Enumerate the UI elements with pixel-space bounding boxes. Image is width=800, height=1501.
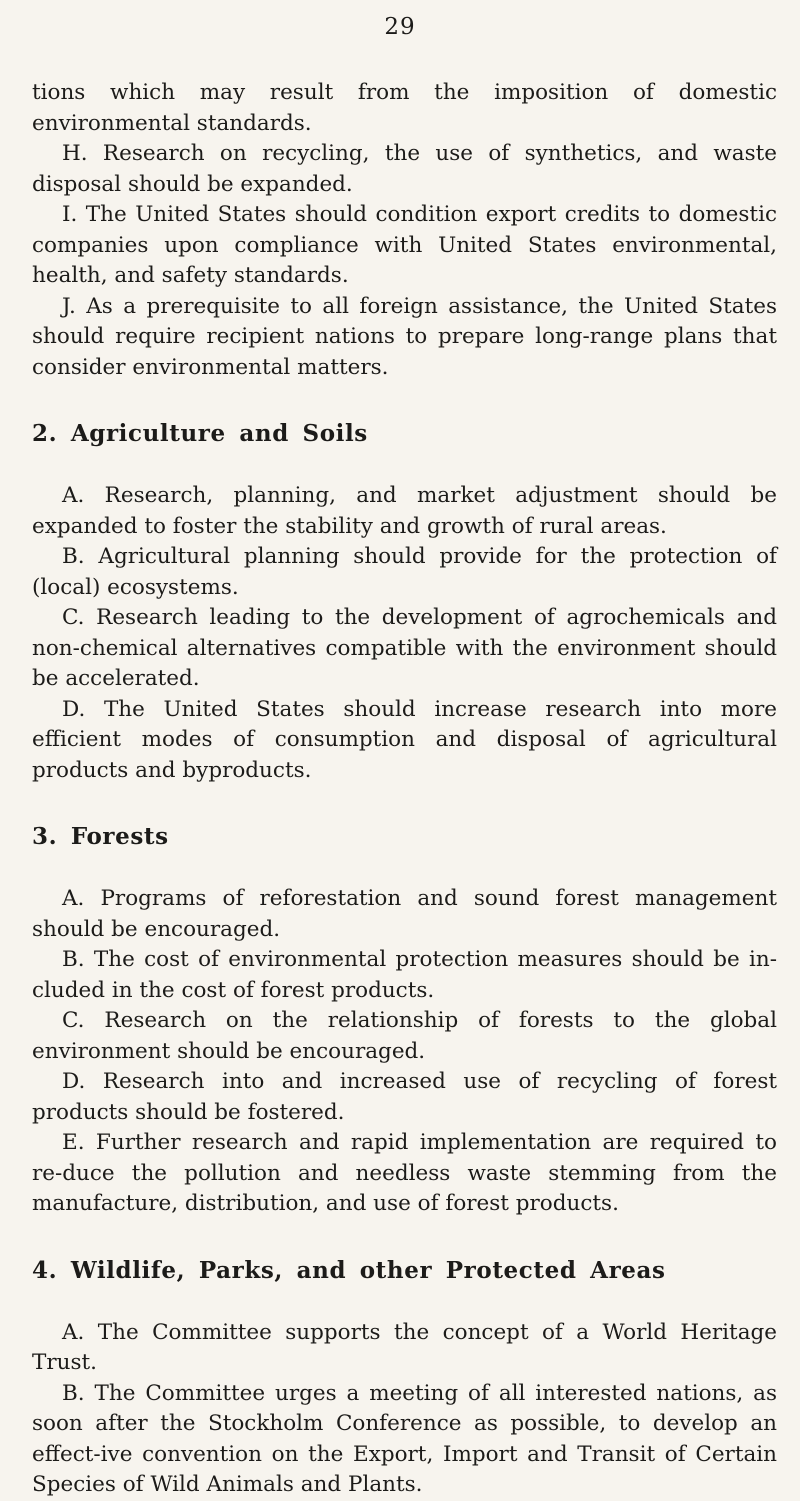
page-number: 29 (384, 14, 416, 40)
paragraph-item-i: I. The United States should condition export credits to domestic companies upon compliance with United States environmental, health, and safety standards. (32, 202, 777, 288)
section-forests (32, 822, 777, 1220)
paragraph-item-c: C. Research on the relationship of forests to the global environment should be encouraged. (32, 1008, 777, 1064)
page-body (32, 78, 777, 1501)
paragraph-item-b: B. Agricultural planning should provide for the protection of (local) ecosystems. (32, 544, 777, 600)
paragraph-item-b: B. The Committee urges a meeting of all interested nations, as soon after the Stockholm Conference as possible, to develop an effect-ive convention on the Export, Import and Transit of Certain Species of Wild Animals and Plants. (32, 1380, 777, 1497)
section-environment-continued (32, 78, 777, 383)
paragraph-item-d: D. Research into and increased use of recycling of forest products should be fostered. (32, 1069, 777, 1125)
section-heading: 4. Wildlife, Parks, and other Protected Areas (32, 1256, 666, 1284)
paragraph-continuation: tions which may result from the imposition of domestic environmental standards. (32, 80, 777, 136)
paragraph-item-d: D. The United States should increase research into more efficient modes of consumption and disposal of agricultural products and byproducts. (32, 696, 777, 783)
section-heading: 3. Forests (32, 823, 169, 850)
paragraph-item-h: H. Research on recycling, the use of synthetics, and waste disposal should be expanded. (32, 141, 777, 197)
paragraph-item-j: J. As a prerequisite to all foreign assistance, the United States should require recipient nations to prepare long-range plans that consider environmental matters. (32, 293, 777, 380)
paragraph-item-c: C. Research leading to the development of agrochemicals and non-chemical alternatives compatible with the environment should be accelerated. (32, 605, 777, 691)
paragraph-item-a: A. Research, planning, and market adjustment should be expanded to foster the stability and growth of rural areas. (32, 483, 777, 539)
section-wildlife-parks-protected-areas (32, 1256, 777, 1501)
paragraph-item-e: E. Further research and rapid implementation are required to re-duce the pollution and needless waste stemming from the manufacture, distribution, and use of forest products. (32, 1130, 777, 1216)
section-agriculture-and-soils (32, 419, 777, 786)
paragraph-item-a: A. The Committee supports the concept of a World Heritage Trust. (32, 1319, 777, 1375)
section-heading: 2. Agriculture and Soils (32, 420, 368, 447)
paragraph-item-b: B. The cost of environmental protection measures should be in-cluded in the cost of forest products. (32, 947, 777, 1003)
paragraph-item-a: A. Programs of reforestation and sound forest management should be encouraged. (32, 886, 777, 942)
